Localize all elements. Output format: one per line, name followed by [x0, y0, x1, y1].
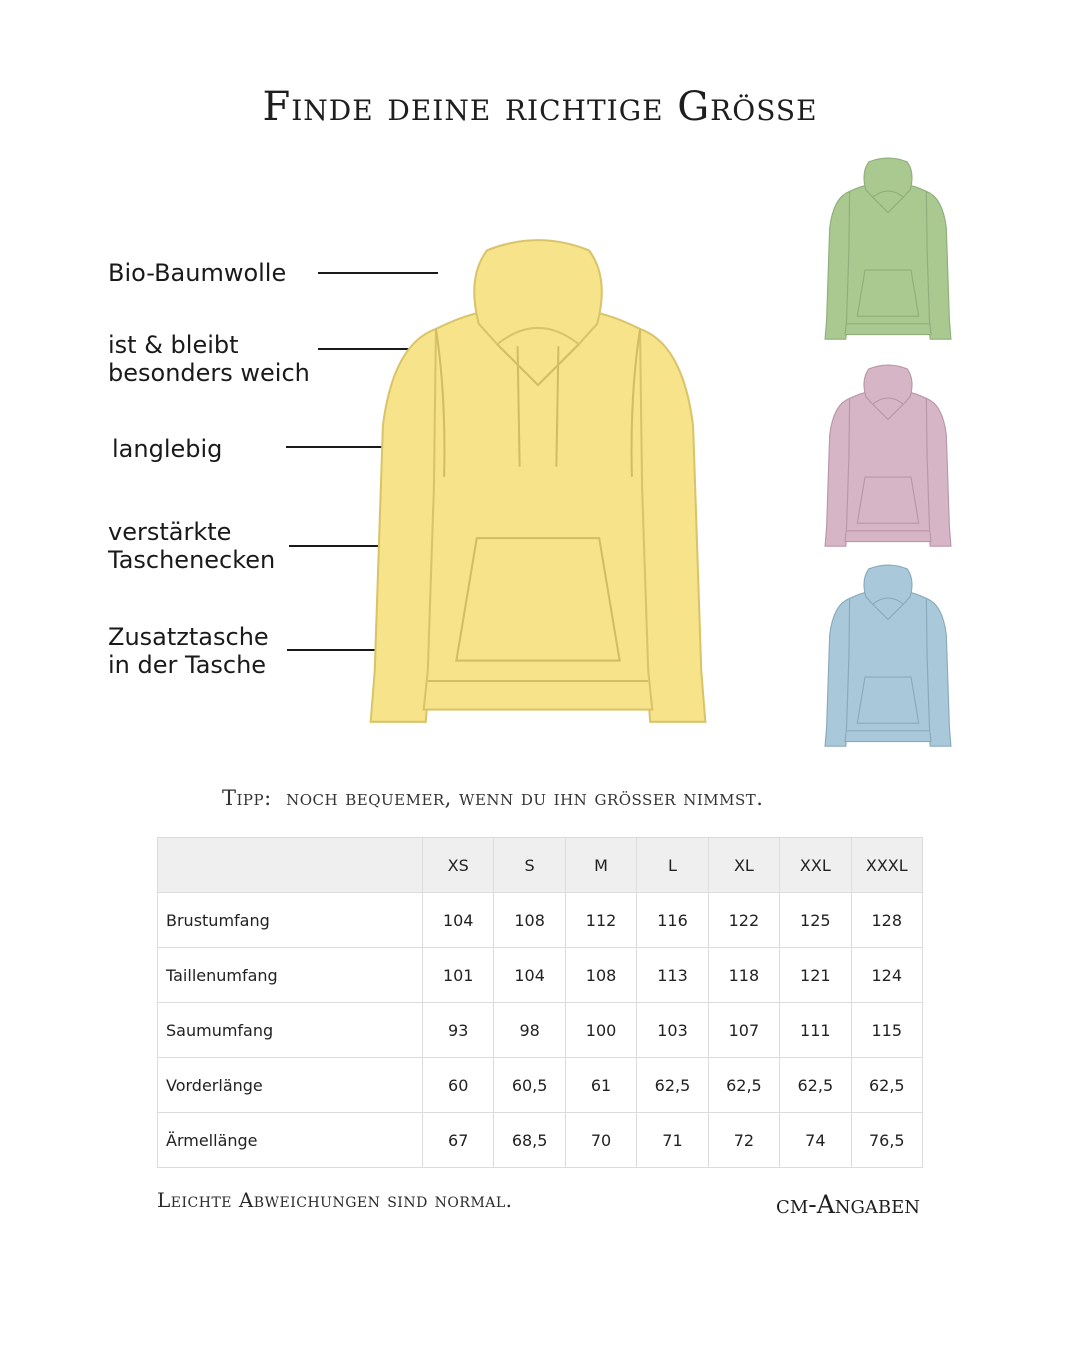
table-cell: 74: [780, 1113, 851, 1168]
table-cell: 118: [708, 948, 779, 1003]
table-cell: 60: [423, 1058, 494, 1113]
table-cell: 111: [780, 1003, 851, 1058]
size-tip: [222, 786, 922, 810]
table-cell: 98: [494, 1003, 565, 1058]
table-cell: 93: [423, 1003, 494, 1058]
feature-extra-pocket: [108, 623, 269, 679]
table-cell: 62,5: [780, 1058, 851, 1113]
size-header: L: [637, 838, 708, 893]
table-row: [158, 893, 923, 948]
size-header: XXL: [780, 838, 851, 893]
table-cell: 122: [708, 893, 779, 948]
table-cell: 70: [565, 1113, 636, 1168]
table-cell: 60,5: [494, 1058, 565, 1113]
deviation-note: Leichte Abweichungen sind normal.: [157, 1188, 513, 1212]
hoodie-pink-image: [818, 362, 958, 550]
feature-line: in der Tasche: [108, 651, 267, 679]
table-cell: 67: [423, 1113, 494, 1168]
size-header: M: [565, 838, 636, 893]
units-label: cm-Angaben: [776, 1190, 920, 1219]
table-cell: 62,5: [708, 1058, 779, 1113]
table-row: [158, 1003, 923, 1058]
feature-line: besonders weich: [108, 359, 310, 387]
table-row: [158, 948, 923, 1003]
tip-label: Tipp:: [222, 786, 272, 810]
feature-reinforced-corners: [108, 518, 275, 574]
table-cell: 72: [708, 1113, 779, 1168]
feature-line: Zusatztasche: [108, 623, 269, 651]
feature-line: Bio-Baumwolle: [108, 259, 287, 287]
tip-text: noch bequemer, wenn du ihn grösser nimmst.: [286, 786, 764, 810]
size-header: S: [494, 838, 565, 893]
table-cell: 125: [780, 893, 851, 948]
page-title: Finde deine richtige Grösse: [262, 84, 818, 130]
table-cell: 104: [423, 893, 494, 948]
table-cell: 101: [423, 948, 494, 1003]
size-table: [157, 837, 923, 1168]
table-row: [158, 1113, 923, 1168]
feature-soft: [108, 331, 310, 387]
hoodie-yellow-image: [352, 232, 724, 732]
feature-durable: [112, 435, 222, 463]
table-cell: 112: [565, 893, 636, 948]
size-header-row: [158, 838, 923, 893]
header-empty-cell: [158, 838, 423, 893]
table-cell: 62,5: [851, 1058, 922, 1113]
table-cell: 107: [708, 1003, 779, 1058]
hoodie-body: [371, 240, 706, 722]
table-cell: 116: [637, 893, 708, 948]
feature-line: langlebig: [112, 435, 223, 463]
feature-organic-cotton: [108, 259, 286, 287]
row-label: Taillenumfang: [158, 948, 423, 1003]
hoodie-green-image: [818, 155, 958, 343]
row-label: Vorderlänge: [158, 1058, 423, 1113]
feature-line: verstärkte: [108, 518, 232, 546]
table-cell: 115: [851, 1003, 922, 1058]
table-cell: 113: [637, 948, 708, 1003]
table-row: [158, 1058, 923, 1113]
table-cell: 108: [494, 893, 565, 948]
feature-line: ist & bleibt: [108, 331, 239, 359]
table-cell: 71: [637, 1113, 708, 1168]
table-cell: 100: [565, 1003, 636, 1058]
table-cell: 128: [851, 893, 922, 948]
feature-line: Taschenecken: [108, 546, 276, 574]
row-label: Saumumfang: [158, 1003, 423, 1058]
table-cell: 108: [565, 948, 636, 1003]
table-cell: 68,5: [494, 1113, 565, 1168]
table-cell: 121: [780, 948, 851, 1003]
hoodie-blue-image: [818, 562, 958, 750]
table-cell: 61: [565, 1058, 636, 1113]
table-cell: 103: [637, 1003, 708, 1058]
table-cell: 104: [494, 948, 565, 1003]
row-label: Ärmellänge: [158, 1113, 423, 1168]
row-label: Brustumfang: [158, 893, 423, 948]
table-cell: 124: [851, 948, 922, 1003]
table-cell: 62,5: [637, 1058, 708, 1113]
size-header: XXXL: [851, 838, 922, 893]
table-cell: 76,5: [851, 1113, 922, 1168]
size-header: XL: [708, 838, 779, 893]
size-header: XS: [423, 838, 494, 893]
